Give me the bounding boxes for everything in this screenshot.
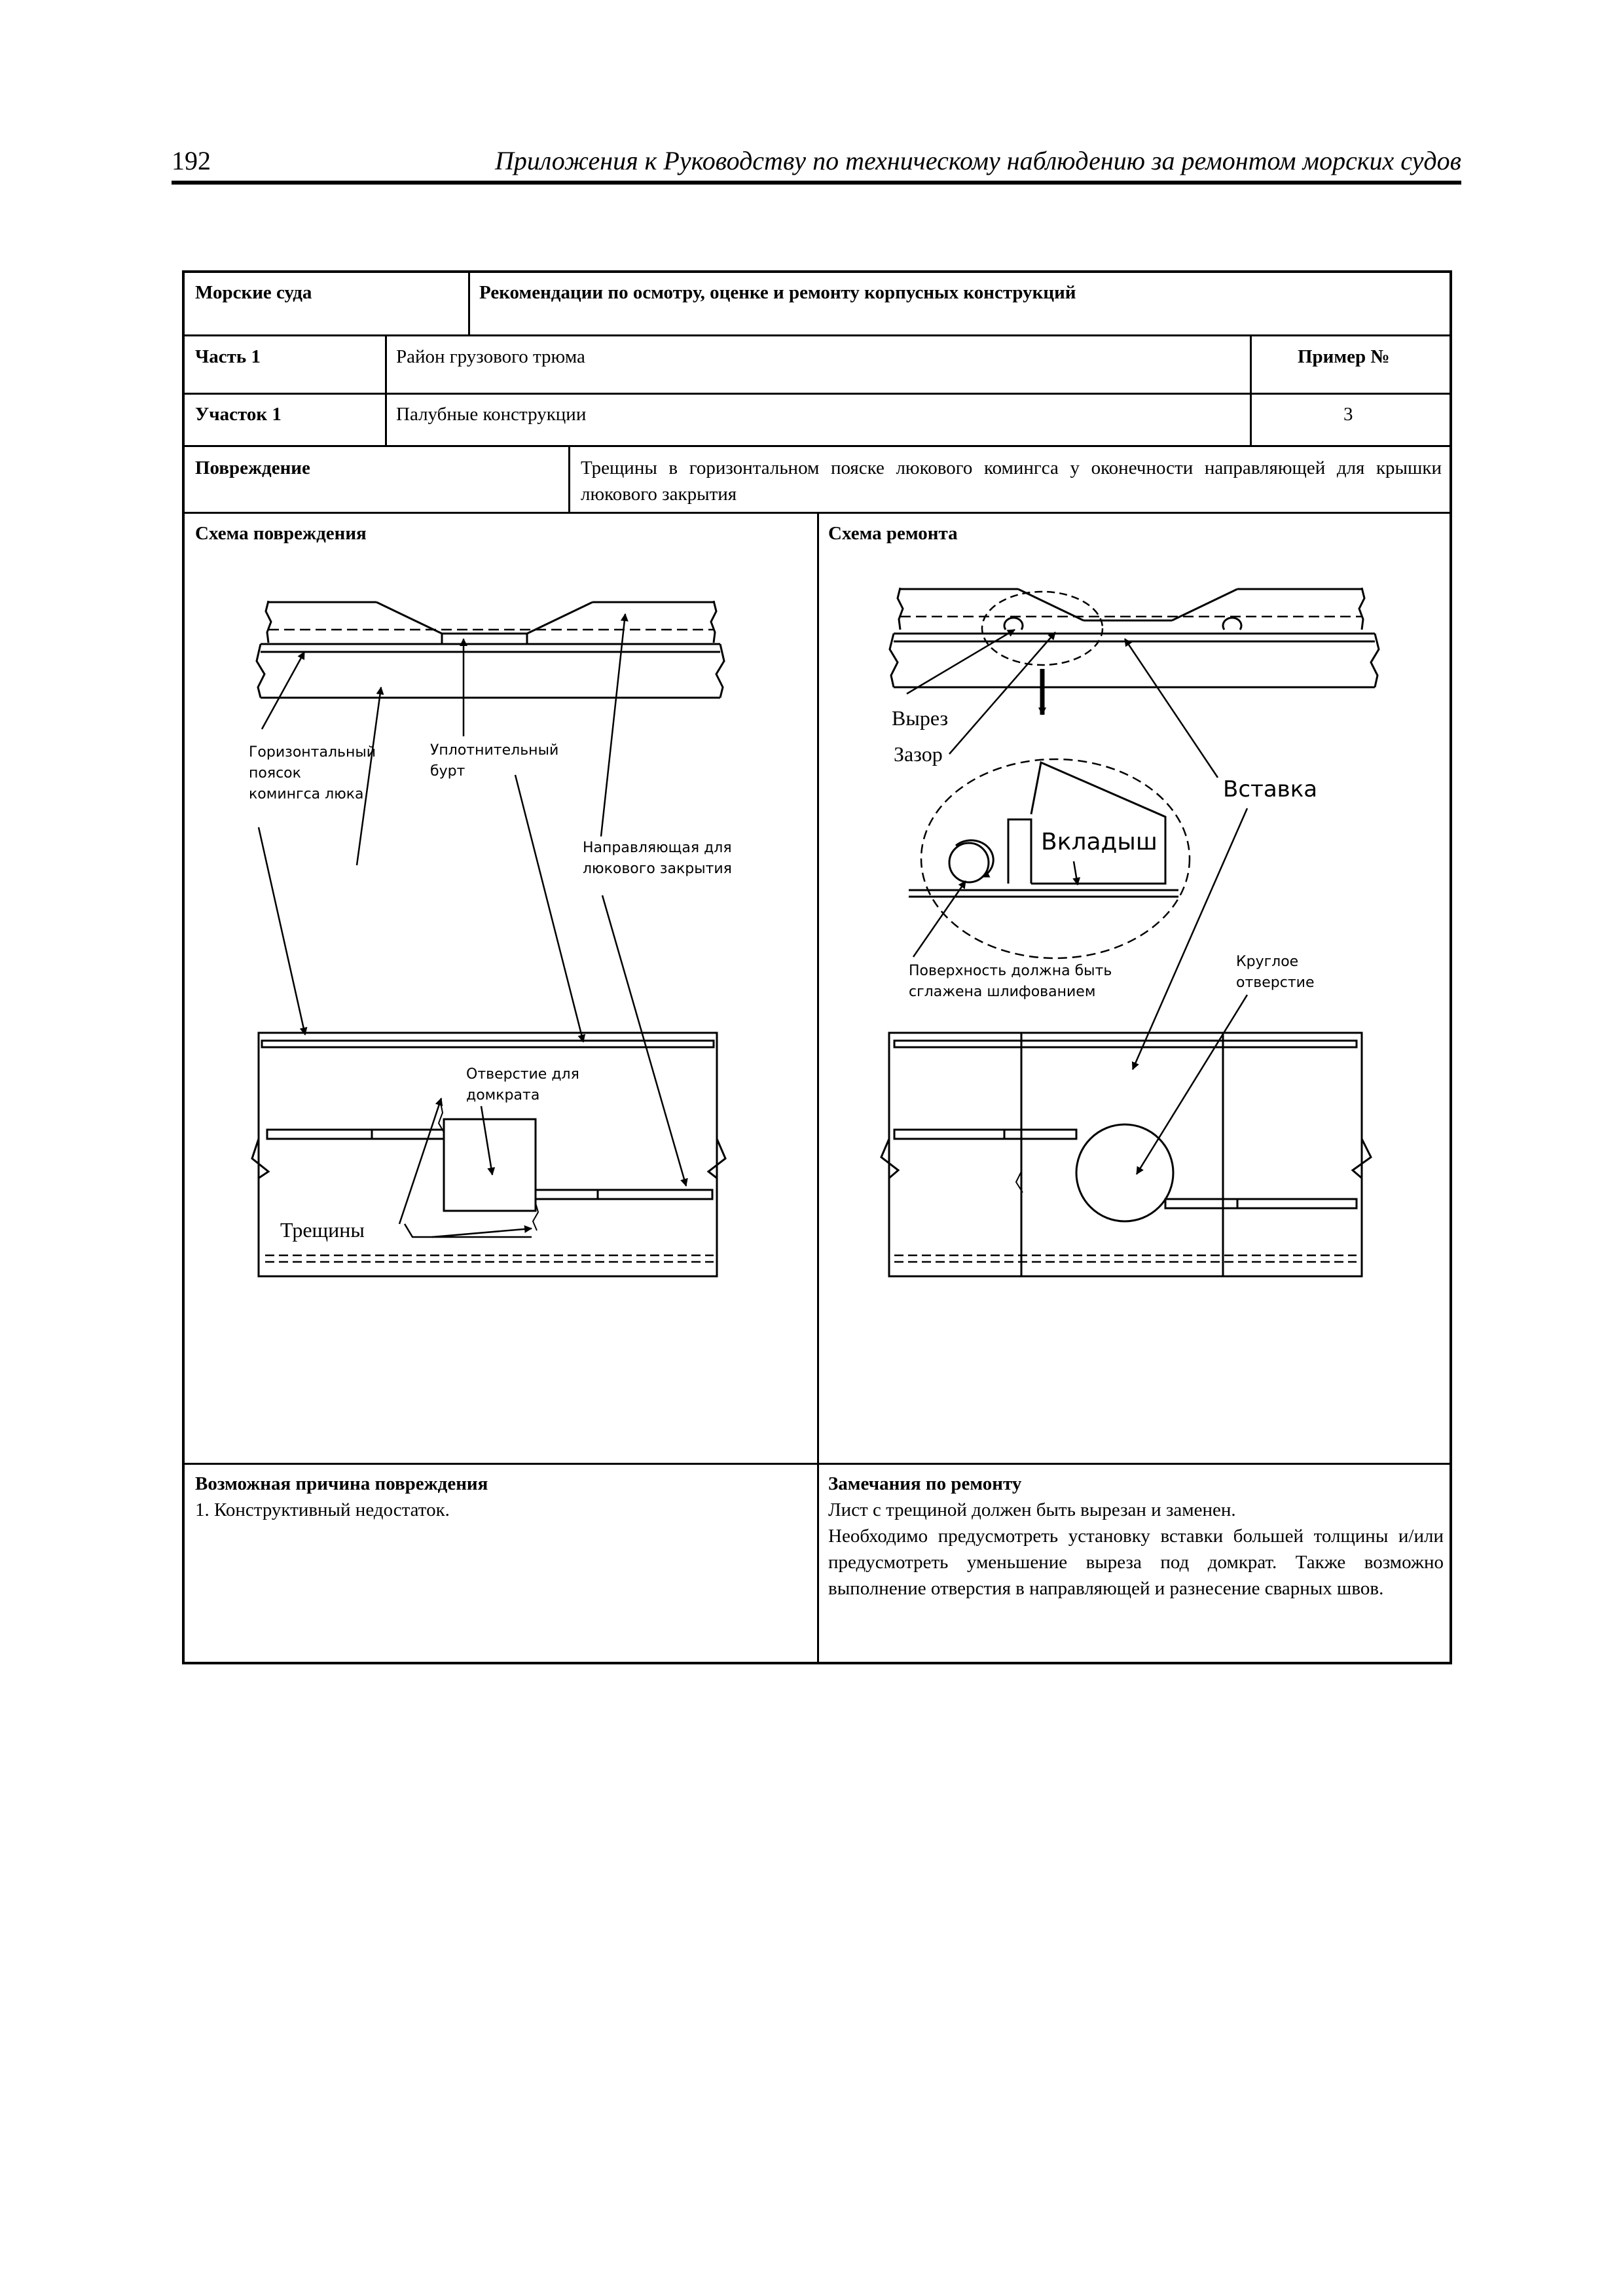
- label-horizontal-1: Горизонтальный: [249, 744, 376, 761]
- section-label: Участок 1: [195, 404, 282, 425]
- label-guide-2: люкового закрытия: [583, 861, 732, 877]
- repair-scheme-label: Схема ремонта: [828, 523, 958, 544]
- damage-description: Трещины в горизонтальном пояске люкового комингса у оконечности направляющей для крышки люкового закрытия: [581, 457, 1442, 505]
- running-title: Приложения к Руководству по техническому наблюдению за ремонтом морских судов: [494, 146, 1461, 175]
- page-number: 192: [172, 146, 211, 175]
- example-label: Пример №: [1298, 346, 1390, 367]
- repair-section-view: [890, 588, 1379, 687]
- label-guide-1: Направляющая для: [583, 840, 732, 856]
- label-insert: Вставка: [1223, 776, 1318, 802]
- repair-leader-arrows: [907, 630, 1247, 1174]
- label-seal-2: бурт: [430, 763, 465, 780]
- cause-label: Возможная причина повреждения: [195, 1473, 488, 1494]
- part-label: Часть 1: [195, 346, 261, 367]
- damage-labels: [249, 742, 732, 1103]
- damage-section-view: [257, 601, 724, 698]
- label-round-hole-1: Круглое: [1236, 954, 1299, 970]
- repair-plan-view: [881, 1033, 1371, 1276]
- label-horizontal-3: комингса люка: [249, 786, 364, 802]
- repair-detail-view: [909, 759, 1190, 958]
- cause-value: 1. Конструктивный недостаток.: [195, 1499, 450, 1520]
- label-seal-1: Уплотнительный: [430, 742, 559, 759]
- label-liner: Вкладыш: [1041, 829, 1158, 855]
- damage-leader-arrows: [259, 614, 686, 1237]
- damage-scheme-label: Схема повреждения: [195, 523, 367, 544]
- repair-labels: [892, 706, 1317, 1000]
- label-jack-hole-1: Отверстие для: [466, 1066, 579, 1083]
- repair-notes-label: Замечания по ремонту: [828, 1473, 1022, 1494]
- label-cracks: Трещины: [280, 1218, 365, 1242]
- label-cutout: Вырез: [892, 706, 949, 730]
- label-surface-2: сглажена шлифованием: [909, 984, 1096, 1000]
- repair-notes-line1: Лист с трещиной должен быть вырезан и заменен.: [828, 1499, 1236, 1520]
- label-horizontal-2: поясок: [249, 765, 301, 781]
- label-round-hole-2: отверстие: [1236, 975, 1315, 991]
- example-number: 3: [1343, 404, 1353, 425]
- label-gap: Зазор: [894, 742, 943, 766]
- label-jack-hole-2: домкрата: [466, 1087, 540, 1103]
- damage-label: Повреждение: [195, 457, 310, 478]
- label-surface-1: Поверхность должна быть: [909, 963, 1112, 979]
- repair-notes-line2: Необходимо предусмотреть установку вставки большей толщины и/или предусмотреть уменьшение выреза под домкрат. Также возможно выполнение отверстия в направляющей и разнесение сварных швов.: [828, 1526, 1444, 1599]
- vessel-type: Морские суда: [195, 282, 312, 303]
- section-value: Палубные конструкции: [396, 404, 587, 425]
- part-value: Район грузового трюма: [396, 346, 585, 367]
- form-heading: Рекомендации по осмотру, оценке и ремонту корпусных конструкций: [479, 282, 1076, 303]
